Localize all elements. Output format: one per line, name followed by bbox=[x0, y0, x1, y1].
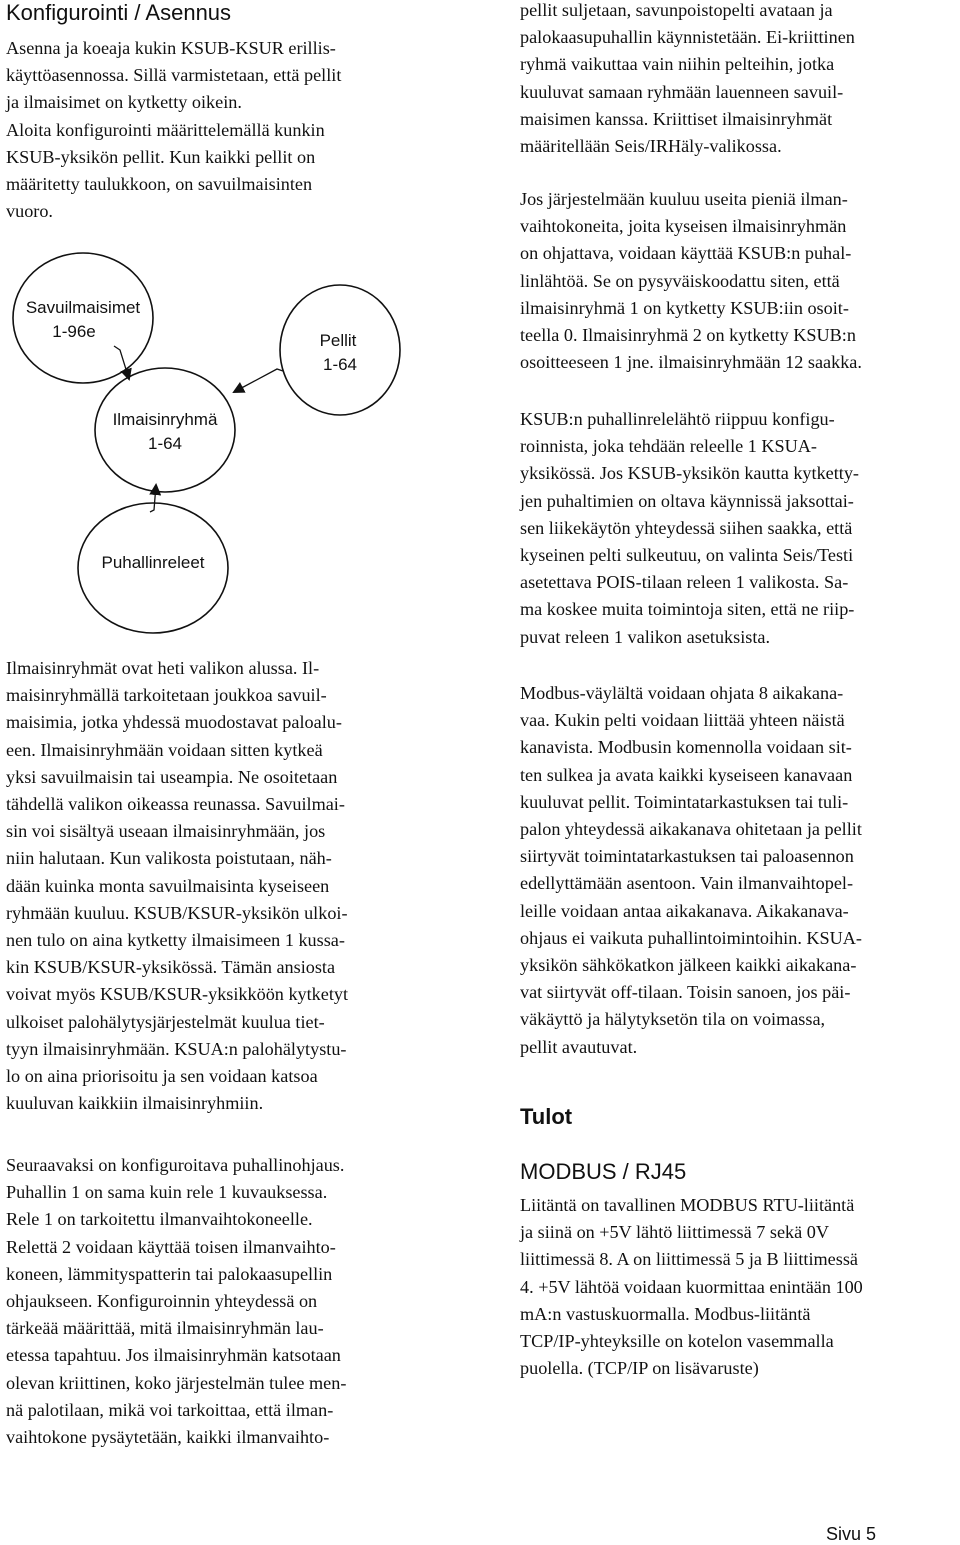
text-line: maisimen kanssa. Kriittiset ilmaisinryhmät bbox=[520, 108, 833, 129]
text-line: osoitteeseen 1 jne. ilmaisinryhmään 12 saakka. bbox=[520, 352, 862, 373]
text-line: een. Ilmaisinryhmään voidaan sitten kytkeä bbox=[6, 739, 323, 760]
text-line: linlähtöä. Se on pysyväiskoodattu siten, että bbox=[520, 270, 840, 291]
text-line: lo on aina priorisoitu ja sen voidaan katsoa bbox=[6, 1066, 318, 1087]
text-line: Aloita konfigurointi määrittelemällä kunkin bbox=[6, 119, 325, 140]
text-line: kuuluvat pellit. Toimintatarkastuksen tai tuli- bbox=[520, 791, 849, 812]
text-line: maisimia, jotka yhdessä muodostavat paloalu- bbox=[6, 712, 342, 733]
text-line: yksi savuilmaisin tai useampia. Ne osoitetaan bbox=[6, 766, 338, 787]
text-line: KSUB-yksikön pellit. Kun kaikki pellit on bbox=[6, 146, 316, 167]
text-line: ja ilmaisimet on kytketty oikein. bbox=[6, 92, 242, 113]
text-line: pellit avautuvat. bbox=[520, 1036, 638, 1057]
text-line: puvat releen 1 valikon asetuksista. bbox=[520, 626, 771, 647]
text-line: Puhallin 1 on sama kuin rele 1 kuvauksessa. bbox=[6, 1182, 328, 1203]
arrow-dampers-to-group bbox=[234, 369, 283, 392]
modbus-time-channels-paragraph bbox=[520, 680, 862, 1061]
intro-paragraph bbox=[6, 35, 341, 225]
text-line: ulkoiset palohälytysjärjestelmät kuulua tiet- bbox=[6, 1011, 325, 1032]
text-line: Jos järjestelmään kuuluu useita pieniä ilman- bbox=[520, 189, 848, 209]
inputs-heading: Tulot bbox=[520, 1104, 573, 1129]
text-line: palon yhteydessä aikakanava ohitetaan ja pellit bbox=[520, 819, 862, 840]
text-line: kin KSUB/KSUR-yksikössä. Tämän ansiosta bbox=[6, 957, 336, 978]
text-line: tyyn ilmaisinryhmään. KSUA:n palohälytystu- bbox=[6, 1038, 347, 1059]
detector-group-range: 1-64 bbox=[147, 434, 183, 453]
text-line: määritellään Seis/IRHäly-valikossa. bbox=[520, 136, 782, 157]
text-line: yksikössä. Jos KSUB-yksikön kautta kytketty- bbox=[520, 463, 859, 484]
text-line: liittimessä 8. A on liittimessä 5 ja B liittimessä bbox=[520, 1249, 858, 1270]
text-line: vuoro. bbox=[6, 201, 53, 222]
text-line: Rele 1 on tarkoitettu ilmanvaihtokoneelle. bbox=[6, 1209, 313, 1230]
text-line: olevan kriittinen, koko järjestelmän tulee men- bbox=[6, 1372, 347, 1393]
modbus-connection-paragraph bbox=[520, 1192, 863, 1382]
text-line: etessa tapahtuu. Jos ilmaisinryhmän katsotaan bbox=[6, 1345, 341, 1366]
text-line: sen liikekäytön yhteydessä siihen saakka, että bbox=[520, 517, 853, 538]
text-line: on ohjattava, voidaan käyttää KSUB:n puhal- bbox=[520, 243, 852, 264]
text-line: tärkeää määrittää, mitä ilmaisinryhmän lau- bbox=[6, 1318, 324, 1339]
text-line: ryhmään kuuluu. KSUB/KSUR-yksikön ulkoi- bbox=[6, 902, 348, 923]
text-line: asetettava POIS-tilaan releen 1 valikosta. Sa- bbox=[520, 572, 849, 593]
text-line: Seuraavaksi on konfiguroitava puhallinohjaus. bbox=[6, 1155, 345, 1175]
text-line: niin halutaan. Kun valikosta poistutaan, näh- bbox=[6, 848, 332, 869]
text-line: 4. +5V lähtöä voidaan kuormittaa enintään 100 bbox=[520, 1276, 863, 1297]
text-line: vaa. Kukin pelti voidaan liittää yhteen näistä bbox=[520, 710, 845, 731]
text-line: tähdellä valikon oikeassa reunassa. Savuilmai- bbox=[6, 794, 345, 815]
diagram-node-detector-group bbox=[95, 368, 235, 492]
diagram-node-dampers bbox=[280, 285, 400, 415]
text-line: nä palotilaan, mikä voi tarkoittaa, että ilman- bbox=[6, 1399, 334, 1420]
text-line: voivat myös KSUB/KSUR-yksikköön kytketyt bbox=[6, 984, 349, 1005]
page-title: Konfigurointi / Asennus bbox=[6, 0, 232, 25]
smoke-detectors-label: Savuilmaisimet bbox=[25, 298, 141, 317]
fan-relay-paragraph bbox=[520, 406, 859, 651]
configuration-diagram bbox=[0, 250, 358, 650]
text-line: ohjaukseen. Konfiguroinnin yhteydessä on bbox=[6, 1291, 318, 1312]
smoke-detectors-range: 1-96e bbox=[52, 322, 96, 341]
modbus-heading: MODBUS / RJ45 bbox=[520, 1159, 687, 1184]
critical-groups-paragraph bbox=[520, 0, 855, 160]
text-line: puolella. (TCP/IP on lisävaruste) bbox=[520, 1358, 759, 1379]
text-line: palokaasupuhallin käynnistetään. Ei-kriittinen bbox=[520, 27, 855, 48]
dampers-range: 1-64 bbox=[322, 355, 358, 374]
text-line: pellit suljetaan, savunpoistopelti avataan ja bbox=[520, 0, 833, 20]
detector-groups-paragraph bbox=[6, 655, 348, 1117]
text-line: ten sulkea ja avata kaikki kyseiseen kanavaan bbox=[520, 764, 853, 785]
text-line: väkäyttö ja hälytyksetön tila on voimassa, bbox=[520, 1009, 826, 1030]
detector-group-label: Ilmaisinryhmä bbox=[112, 410, 218, 429]
text-line: vaihtokoneita, joita kyseisen ilmaisinryhmän bbox=[520, 216, 847, 237]
text-line: koneen, lämmityspatterin tai palokaasupellin bbox=[6, 1263, 333, 1284]
fan-output-paragraph bbox=[520, 186, 862, 376]
text-line: sin voi sisältyä useaan ilmaisinryhmään, jos bbox=[6, 821, 326, 842]
page-number: Sivu 5 bbox=[826, 1524, 877, 1544]
text-line: roinnista, joka tehdään releelle 1 KSUA- bbox=[520, 436, 817, 457]
text-line: Liitäntä on tavallinen MODBUS RTU-liitäntä bbox=[520, 1195, 855, 1215]
fan-relays-label: Puhallinreleet bbox=[101, 553, 205, 572]
text-line: ja siinä on +5V lähtö liittimessä 7 sekä 0V bbox=[520, 1222, 829, 1243]
text-line: Relettä 2 voidaan käyttää toisen ilmanvaihto- bbox=[6, 1236, 336, 1257]
diagram-node-smoke-detectors bbox=[13, 253, 153, 383]
dampers-label: Pellit bbox=[319, 331, 357, 350]
text-line: leille voidaan antaa aikakanava. Aikakanava- bbox=[520, 900, 849, 921]
text-line: käyttöasennossa. Sillä varmistetaan, että pellit bbox=[6, 65, 342, 86]
text-line: vaihtokone pysäytetään, kaikki ilmanvaihto- bbox=[6, 1427, 330, 1448]
text-line: ryhmä vaikuttaa vain niihin pelteihin, jotka bbox=[520, 54, 835, 75]
text-line: ilmaisinryhmä 1 on kytketty KSUB:iin osoit- bbox=[520, 297, 849, 318]
text-line: yksikön sähkökatkon jälkeen kaikki aikakana- bbox=[520, 955, 857, 976]
text-line: edellyttämään asentoon. Vain ilmanvaihtopel- bbox=[520, 873, 854, 894]
text-line: dään kuinka monta savuilmaisinta kyseiseen bbox=[6, 875, 330, 896]
text-line: nen tulo on aina kytketty ilmaisimeen 1 kussa- bbox=[6, 930, 345, 951]
text-line: ohjaus ei vaikuta puhallintoimintoihin. KSUA- bbox=[520, 927, 862, 948]
text-line: kyseinen pelti sulkeutuu, on valinta Seis/Testi bbox=[520, 545, 854, 566]
text-line: vat siirtyvät off-tilaan. Toisin sanoen, jos päi- bbox=[520, 982, 851, 1003]
text-line: kanavista. Modbusin komennolla voidaan sit- bbox=[520, 737, 852, 758]
text-line: jen puhaltimien on oltava käynnissä jaksottai- bbox=[520, 490, 854, 511]
diagram-node-fan-relays bbox=[78, 503, 228, 633]
text-line: Asenna ja koeaja kukin KSUB-KSUR erillis- bbox=[6, 38, 336, 58]
text-line: maisinryhmällä tarkoitetaan joukkoa savuil- bbox=[6, 685, 327, 706]
text-line: määritetty taulukkoon, on savuilmaisinten bbox=[6, 174, 313, 195]
text-line: KSUB:n puhallinrelelähtö riippuu konfigu- bbox=[520, 409, 835, 429]
text-line: TCP/IP-yhteyksille on kotelon vasemmalla bbox=[520, 1331, 834, 1352]
text-line: siirtyvät toimintatarkastuksen tai paloasennon bbox=[520, 846, 854, 867]
text-line: Ilmaisinryhmät ovat heti valikon alussa. Il- bbox=[6, 658, 320, 678]
fan-control-paragraph bbox=[6, 1152, 346, 1451]
text-line: kuuluvat samaan ryhmään lauenneen savuil- bbox=[520, 81, 844, 102]
text-line: Modbus-väylältä voidaan ohjata 8 aikakana- bbox=[520, 683, 844, 703]
text-line: teella 0. Ilmaisinryhmä 2 on kytketty KSUB:n bbox=[520, 325, 856, 346]
text-line: kuuluvan kaikkiin ilmaisinryhmiin. bbox=[6, 1093, 264, 1114]
text-line: mA:n vastuskuormalla. Modbus-liitäntä bbox=[520, 1303, 811, 1324]
text-line: ma koskee muita toimintoja siten, että ne riip- bbox=[520, 599, 855, 620]
